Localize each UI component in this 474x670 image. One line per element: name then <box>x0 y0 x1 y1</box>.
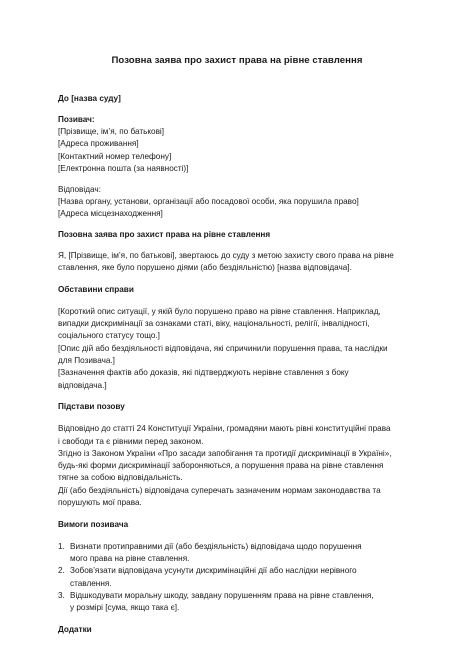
claim-line: ставлення. <box>70 578 112 588</box>
grounds-heading: Підстави позову <box>58 402 125 412</box>
claims-heading: Вимоги позивача <box>58 519 129 529</box>
circumstances-line: [Короткий опис ситуації, у якій було порушено право на рівне ставлення. Наприклад, <box>58 306 381 316</box>
plaintiff-email: [Електронна пошта (за наявності)] <box>58 163 189 173</box>
grounds-line: Відповідно до статті 24 Конституції України, громадяни мають рівні конституційні права <box>58 424 391 434</box>
list-number: 1. <box>58 541 65 551</box>
circumstances-line: [Опис дій або бездіяльності відповідача, які спричинили порушення права, та наслідки <box>58 343 388 353</box>
list-item <box>58 590 418 615</box>
plaintiff-address: [Адреса проживання] <box>58 139 139 149</box>
plaintiff-heading: Позивач: <box>58 114 95 124</box>
list-item <box>58 541 418 566</box>
grounds-line: будь-які форми дискримінації забороняються, а порушення права на рівне ставлення <box>58 461 384 471</box>
plaintiff-phone: [Контактний номер телефону] <box>58 151 172 161</box>
claim-line: Зобов’язати відповідача усунути дискримінаційні дії або наслідки нерівного <box>70 566 357 576</box>
grounds-line: тягне за собою відповідальність. <box>58 473 183 483</box>
claim-line: у розмірі [сума, якщо така є]. <box>70 603 180 613</box>
grounds-line: порушують мої права. <box>58 498 142 508</box>
plaintiff-name: [Прізвище, ім’я, по батькові] <box>58 127 165 137</box>
list-number: 2. <box>58 566 65 576</box>
circumstances-heading: Обставини справи <box>58 285 134 295</box>
grounds-line: Дії (або бездіяльність) відповідача суперечать зазначеним нормам законодавства та <box>58 485 381 495</box>
claim-line: Визнати протиправними дії (або бездіяльність) відповідача щодо порушення <box>70 541 362 551</box>
attachments-heading: Додатки <box>58 624 92 634</box>
circumstances-line: соціального статусу тощо.] <box>58 331 160 341</box>
defendant-address: [Адреса місцезнаходження] <box>58 209 163 219</box>
defendant-heading: Відповідач: <box>58 184 101 194</box>
claim-line: Відшкодувати моральну шкоду, завдану порушенням права на рівне ставлення, <box>70 590 374 600</box>
circumstances-line: для Позивача.] <box>58 356 115 366</box>
document-title: Позовна заява про захист права на рівне ставлення <box>111 55 363 66</box>
grounds-line: Згідно із Законом України «Про засади запобігання та протидії дискримінації в Україні», <box>58 448 392 458</box>
circumstances-line: відповідача.] <box>58 380 107 390</box>
court-line: До [назва суду] <box>58 94 121 103</box>
list-number: 3. <box>58 590 65 600</box>
grounds-line: і свободи та є рівними перед законом. <box>58 436 204 446</box>
statement-line: ставлення, яке було порушено діями (або бездіяльністю) [назва відповідача]. <box>58 263 352 273</box>
defendant-name: [Назва органу, установи, організації або посадової особи, яка порушила право] <box>58 197 359 207</box>
circumstances-line: випадки дискримінації за ознаками статі, віку, національності, релігії, інвалідності, <box>58 319 370 329</box>
statement-heading: Позовна заява про захист права на рівне ставлення <box>58 230 271 240</box>
claim-line: мого права на рівне ставлення. <box>70 553 190 563</box>
document-body <box>58 93 418 636</box>
list-item <box>58 565 418 590</box>
circumstances-line: [Зазначення фактів або доказів, які підтверджують нерівне ставлення з боку <box>58 368 349 378</box>
claims-list <box>58 541 418 615</box>
statement-line: Я, [Прізвище, ім’я, по батькові], звертаюсь до суду з метою захисту свого права на рівне <box>58 250 394 260</box>
